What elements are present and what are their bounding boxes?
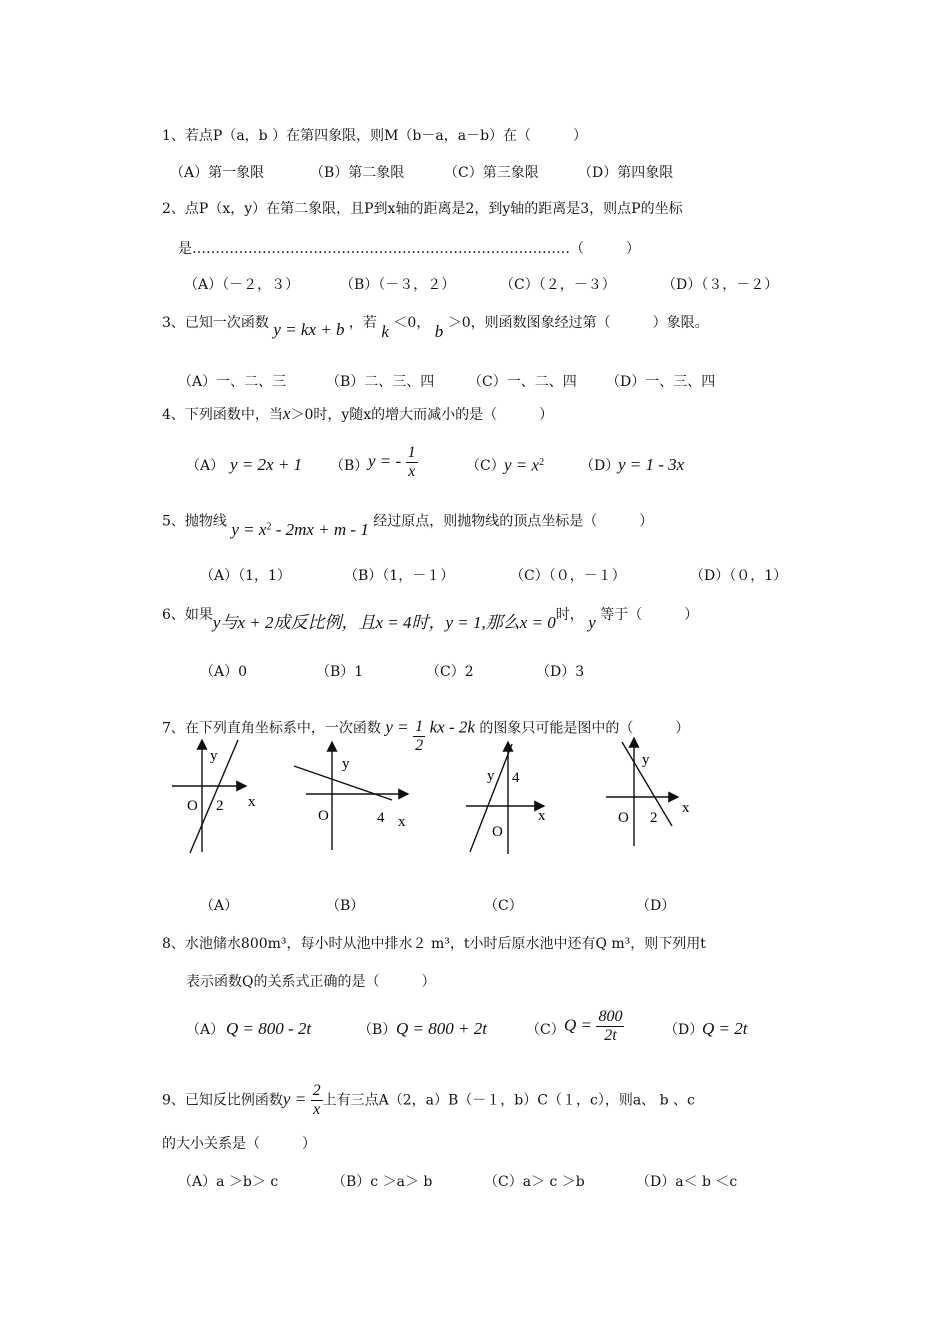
q3-pre: 3、已知一次函数 xyxy=(162,315,269,331)
q5-option-c: （C）（０，－１） xyxy=(510,568,626,584)
q3-k: k xyxy=(381,322,389,341)
q9-option-d: （D）a＜ b ＜c xyxy=(636,1174,738,1190)
q9-fraction xyxy=(311,1082,323,1119)
q7-f1: y = xyxy=(385,717,409,737)
graph-d-caption: （D） xyxy=(636,898,676,914)
q4-post: ＞0时，y随x的增大而减小的是（ ） xyxy=(290,407,554,423)
q7-num: 1 xyxy=(415,718,424,735)
q9-option-a: （A）a ＞b＞ c xyxy=(178,1174,279,1190)
q2-option-b: （B）（－３，２） xyxy=(340,277,456,293)
q1-option-b: （B）第二象限 xyxy=(310,165,405,181)
q8-c-num: 800 xyxy=(598,1008,623,1025)
q9-pre: 9、已知反比例函数 xyxy=(162,1092,283,1109)
q7-f2: kx - 2k xyxy=(429,717,475,737)
q3-option-d: （D）一、三、四 xyxy=(606,374,716,390)
graph-a xyxy=(172,740,246,853)
graph-c-line xyxy=(470,744,512,852)
q7-post: 的图象只可能是图中的（ ） xyxy=(479,720,690,737)
q2-option-c: （C）（２，－３） xyxy=(500,277,616,293)
q6-option-b: （B）1 xyxy=(316,664,364,680)
graph-c-origin: O xyxy=(492,824,503,840)
q4-x: x xyxy=(282,404,291,423)
graph-b-tick: 4 xyxy=(377,810,385,826)
q8-option-c-formula xyxy=(564,1008,624,1045)
q8-option-b-label: （B） xyxy=(358,1022,397,1038)
q4-b-pre: y = - xyxy=(368,451,402,471)
graph-b-y-label: y xyxy=(342,756,350,772)
graph-d-tick: 2 xyxy=(650,810,658,826)
q8-option-c-label: （C） xyxy=(526,1022,565,1038)
q3-mid2: ＜0， xyxy=(393,315,431,331)
q4-option-a-formula: y = 2x + 1 xyxy=(230,455,303,474)
q9-post: 上有三点A（2，a）B（－１，b）C（１，c），则a、 b 、c xyxy=(322,1092,695,1109)
graph-c-caption: （C） xyxy=(484,898,523,914)
graph-d-x-label: x xyxy=(682,800,690,816)
q8-c-fraction xyxy=(596,1008,624,1045)
q1-option-c: （C）第三象限 xyxy=(444,165,539,181)
q8-option-b-formula: Q = 800 + 2t xyxy=(396,1019,487,1038)
q5-formula-b: - 2mx + m - 1 xyxy=(271,519,369,539)
graph-b xyxy=(294,742,408,850)
graph-d-y-label: y xyxy=(642,752,650,768)
q6-mid: 时， xyxy=(555,607,584,623)
q9-option-b: （B）c ＞a＞ b xyxy=(332,1174,433,1190)
q5-exp: 2 xyxy=(266,521,272,532)
q6-post: 等于（ ） xyxy=(600,607,699,623)
q3-option-a: （A）一、二、三 xyxy=(178,374,287,390)
q9-stem xyxy=(162,1082,695,1119)
q9-stem-continued: 的大小关系是（ ） xyxy=(162,1136,316,1152)
q3-option-c: （C）一、二、四 xyxy=(468,374,577,390)
q9-den: x xyxy=(313,1101,321,1118)
graph-a-y-label: y xyxy=(210,748,218,764)
graph-c xyxy=(466,742,544,854)
q5-option-a: （A）（1，1） xyxy=(200,568,291,584)
graph-a-x-label: x xyxy=(248,794,256,810)
q8-option-d-label: （D） xyxy=(664,1022,704,1038)
q6-option-a: （A）0 xyxy=(200,664,248,680)
graph-c-tick: 4 xyxy=(512,770,520,786)
graph-b-x-label: x xyxy=(398,814,406,830)
graph-a-caption: （A） xyxy=(200,898,239,914)
graph-d-origin: O xyxy=(618,810,629,826)
q4-option-c-label: （C） xyxy=(466,458,505,474)
q4-option-b-label: （B） xyxy=(330,458,369,474)
q2-stem: 2、点P（x，y）在第二象限，且P到x轴的距离是2，到y轴的距离是3，则点P的坐标 xyxy=(162,201,683,217)
q4-c-base: y = x xyxy=(504,455,540,475)
q3-mid1: ，若 xyxy=(348,315,377,331)
q6-pre: 6、如果 xyxy=(162,607,213,623)
q5-formula-a: y = x xyxy=(231,519,267,539)
q1-stem: 1、若点P（a，b ）在第四象限，则M（b－a，a－b）在（ ） xyxy=(162,128,588,144)
q2-stem-continued: 是………………………………………………………………………（ ） xyxy=(178,241,640,257)
q4-option-a-label: （A） xyxy=(186,458,225,474)
q4-c-exp: 2 xyxy=(539,457,545,468)
q1-option-d: （D）第四象限 xyxy=(578,165,674,181)
graph-b-caption: （B） xyxy=(326,898,365,914)
q7-den: 2 xyxy=(415,737,424,754)
q3-option-b: （B）二、三、四 xyxy=(326,374,435,390)
q5-pre: 5、抛物线 xyxy=(162,513,227,530)
q8-option-d-formula: Q = 2t xyxy=(702,1019,748,1038)
q6-option-d: （D）3 xyxy=(536,664,585,680)
q1-option-a: （A）第一象限 xyxy=(170,165,265,181)
q4-b-den: x xyxy=(408,463,416,480)
q4-pre: 4、下列函数中，当 xyxy=(162,407,283,423)
q4-option-d-formula: y = 1 - 3x xyxy=(618,455,685,474)
q9-option-c: （C）a＞ c ＞b xyxy=(484,1174,585,1190)
graph-a-origin: O xyxy=(187,798,198,814)
q6-option-c: （C）2 xyxy=(426,664,474,680)
q5-option-b: （B）（1，－１） xyxy=(344,568,455,584)
q8-stem: 8、水池储水800m³，每小时从池中排水２ m³，t小时后原水池中还有Q m³，则下列用t xyxy=(162,936,706,952)
graph-c-x-label: x xyxy=(538,808,546,824)
q2-option-d: （D）（３，－２） xyxy=(662,277,779,293)
graph-b-origin: O xyxy=(318,808,329,824)
graph-a-tick: 2 xyxy=(216,798,224,814)
q4-b-num: 1 xyxy=(407,444,416,461)
q8-stem-continued: 表示函数Q的关系式正确的是（ ） xyxy=(186,974,436,990)
q8-c-pre: Q = xyxy=(564,1015,592,1035)
q8-c-den: 2t xyxy=(604,1027,617,1044)
q5-option-d: （D）（０，1） xyxy=(690,568,788,584)
q3-b: b xyxy=(434,322,444,341)
q9-f: y = xyxy=(282,1089,307,1109)
q3-formula: y = kx + b xyxy=(273,320,345,339)
q3-post: ＞0，则函数图象经过第（ ）象限。 xyxy=(447,315,709,331)
q6-formula: y与x + 2成反比例，且x = 4时，y = 1,那么x = 0 xyxy=(212,613,556,632)
q2-option-a: （A）（－２，３） xyxy=(184,277,300,293)
q4-option-d-label: （D） xyxy=(580,458,620,474)
q6-y: y xyxy=(588,613,596,632)
graph-c-y-label: y xyxy=(487,768,495,784)
q7-pre: 7、在下列直角坐标系中，一次函数 xyxy=(162,720,381,737)
q5-post: 经过原点，则抛物线的顶点坐标是（ ） xyxy=(373,513,654,530)
q8-option-a-formula: Q = 800 - 2t xyxy=(226,1019,312,1038)
q9-num: 2 xyxy=(312,1082,321,1099)
q8-option-a-label: （A） xyxy=(186,1022,225,1038)
